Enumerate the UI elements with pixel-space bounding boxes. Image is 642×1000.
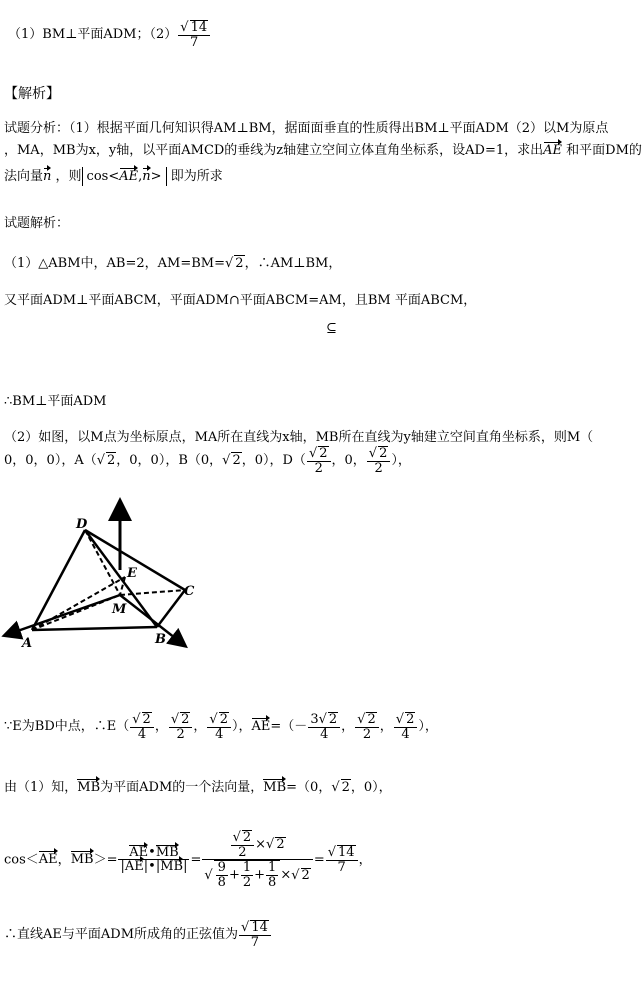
- e-coords-line: ∵E为BD中点，∴E（ √ $\frac{2}{4}$ ， √ $\frac{2}{2}$ ， √ $\frac{2}{4}$ ），AE=（－ $\frac{3√ 2}{4}$ ， √ $\frac{2}{2}$ ， √ $\frac{2}{4}$ ），: [4, 712, 438, 741]
- part1-line-3: ∴BM⊥平面ADM: [4, 394, 107, 409]
- analysis-line-3: 法向量n ，则 cos<AE,n> 即为所求: [4, 169, 223, 184]
- answer-fraction: √ $\frac{14}{7}$: [178, 20, 210, 49]
- part1-line-1: （1）△ABM中，AB=2，AM=BM=√ 2，∴AM⊥BM，: [4, 252, 341, 271]
- vector-n: n: [43, 169, 52, 184]
- abs-cos: cos<AE,n>: [82, 167, 167, 186]
- part1-line-2: 又平面ADM⊥平面ABCM，平面ADM∩平面ABCM=AM，且BM 平面ABCM，: [4, 293, 477, 308]
- answer-text: （1）BM⊥平面ADM；（2）: [8, 27, 178, 43]
- solution-header: 试题解析：: [4, 216, 70, 231]
- part2-line-1: （2）如图，以M点为坐标原点，MA所在直线为x轴，MB所在直线为y轴建立空间直角坐标系，则M（: [4, 430, 594, 445]
- label-m: M: [112, 602, 127, 617]
- answer-line: [8, 20, 211, 49]
- analysis-line-1: 试题分析：（1）根据平面几何知识得AM⊥BM，据面面垂直的性质得出BM⊥平面ADM（2）以M为原点: [4, 121, 609, 136]
- part2-line-2: 0，0，0），A（√ 2，0，0），B（0，√ 2，0），D（ √ $\frac{2}{2}$ ，0， √ $\frac{2}{2}$ ），: [4, 446, 411, 475]
- geometry-figure: [0, 495, 200, 655]
- label-e: E: [127, 566, 137, 581]
- label-c: C: [184, 584, 195, 599]
- label-a: A: [22, 636, 33, 651]
- vector-ae: AE: [543, 143, 563, 158]
- label-b: B: [155, 632, 166, 647]
- cos-formula: cos＜AE，MB＞= $\frac{AE•MB}{|AE|•|MB|}$ = √ $\frac{2}{2}$ ×√ 2 √ $\frac{9}{8}$ + $\frac{1}{2}$ + $\frac{1}{8}$ ×√ 2 = √ $\frac{14}{7}$ ，: [4, 830, 372, 890]
- label-d: D: [76, 517, 88, 532]
- final-conclusion: ∴直线AE与平面ADM所成角的正弦值为 √ $\frac{14}{7}$: [4, 920, 272, 949]
- analysis-header: 【解析】: [4, 86, 60, 102]
- analysis-line-2: ，MA，MB为x，y轴，以平面AMCD的垂线为z轴建立空间立体直角坐标系，设AD=1，求出AE 和平面DM的: [4, 143, 642, 158]
- mb-normal-line: 由（1）知，MB为平面ADM的一个法向量，MB=（0，√ 2，0），: [4, 776, 392, 795]
- vector-ae-2: AE: [251, 719, 271, 735]
- subset-symbol: ⊆: [326, 321, 337, 336]
